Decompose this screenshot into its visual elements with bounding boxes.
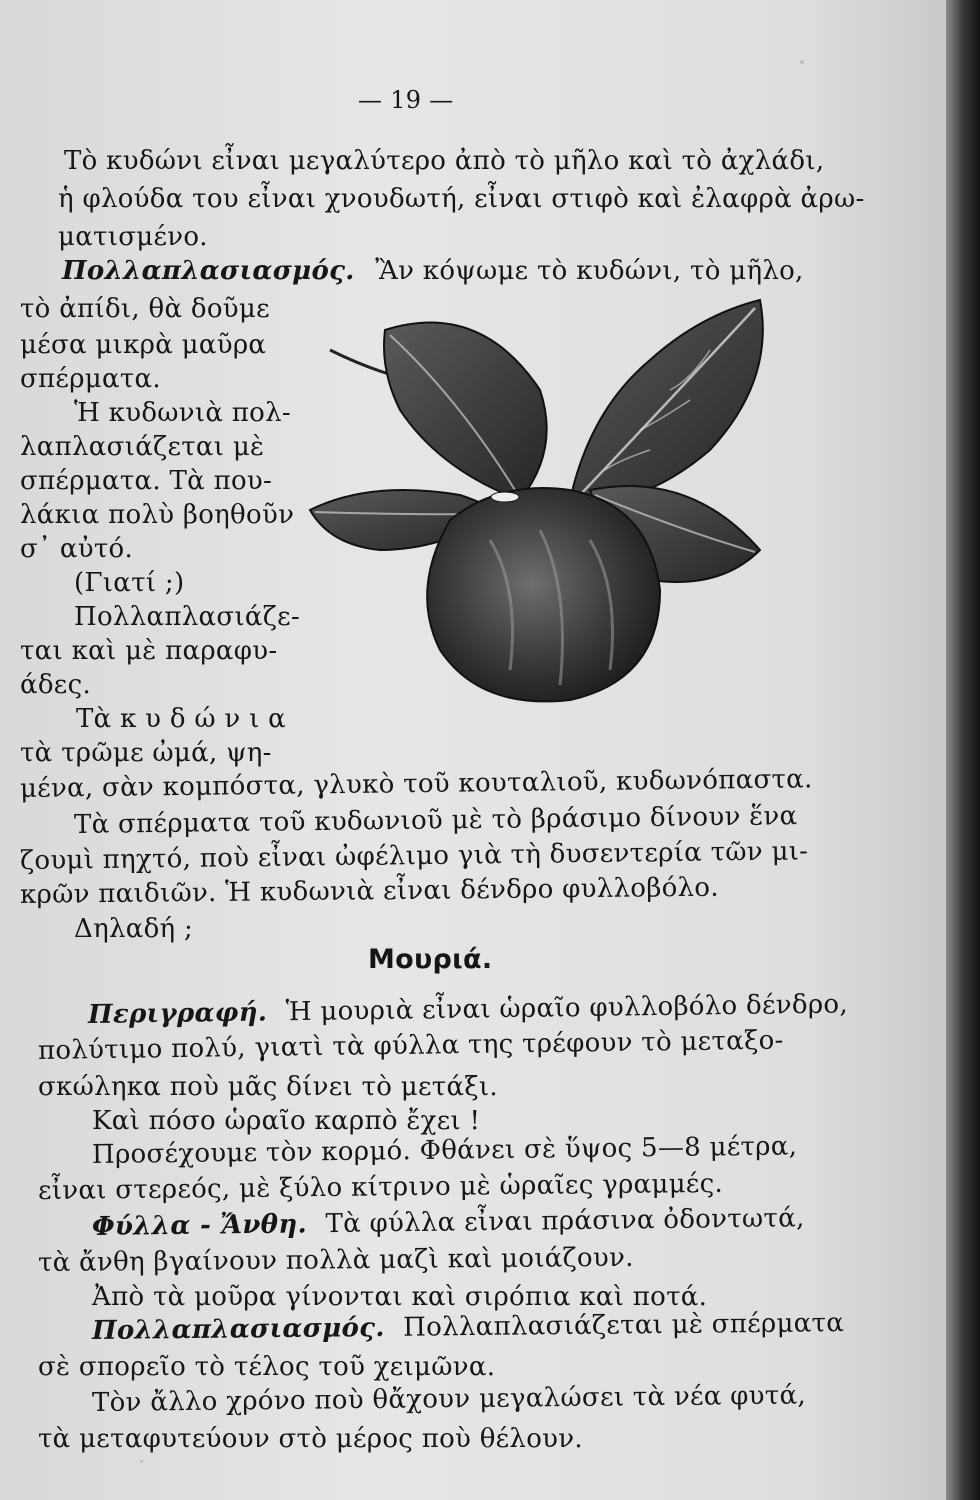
page-number: — 19 —: [358, 86, 454, 114]
section-heading: Περιγραφή.: [87, 997, 268, 1030]
text-line: λαπλασιάζεται μὲ: [20, 432, 265, 462]
text-line: Ἡ κυδωνιὰ πολ-: [74, 398, 291, 428]
text-span: Τὰ φύλλα εἶναι πράσινα ὀδοντωτά,: [325, 1203, 805, 1240]
text-line: σπέρματα. Τὰ που-: [20, 466, 273, 496]
text-span: Ἡ μουριὰ εἶναι ὡραῖο φυλλοβόλο δένδρο,: [285, 989, 849, 1028]
text-line: κρῶν παιδιῶν. Ἡ κυδωνιὰ εἶναι δένδρο φυλλοβόλο.: [19, 872, 720, 910]
text-line: [62, 256, 804, 286]
text-line: Πολλαπλασιάζε-: [74, 602, 301, 632]
text-line: ἡ φλούδα του εἶναι χνουδωτή, εἶναι στιφὸ καὶ ἐλαφρὰ ἀρω-: [58, 184, 865, 214]
text-line: Δηλαδή ;: [74, 914, 194, 944]
text-line: σὲ σπορεῖο τὸ τέλος τοῦ χειμῶνα.: [38, 1352, 496, 1382]
text-line: ζουμὶ πηχτό, ποὺ εἶναι ὠφέλιμο γιὰ τὴ δυσεντερία τῶν μι-: [19, 836, 809, 876]
text-line: [88, 989, 848, 1030]
text-line: Τὰ σπέρματα τοῦ κυδωνιοῦ μὲ τὸ βράσιμο δίνουν ἕνα: [73, 801, 798, 840]
text-line: σκώληκα ποὺ μᾶς δίνει τὸ μετάξι.: [38, 1072, 498, 1102]
text-span: Ἂν κόψωμε τὸ κυδώνι, τὸ μῆλο,: [375, 256, 804, 286]
text-line: [92, 1203, 805, 1242]
quince-fruit: [427, 488, 660, 701]
text-line: Ἀπὸ τὰ μοῦρα γίνονται καὶ σιρόπια καὶ ποτά.: [92, 1282, 708, 1312]
text-line: σπέρματα.: [20, 364, 161, 394]
text-line: Προσέχουμε τὸν κορμό. Φθάνει σὲ ὕψος 5—8 μέτρα,: [91, 1131, 798, 1170]
text-line: [92, 1308, 844, 1346]
leaf-top-left: [384, 323, 547, 501]
book-spine-shadow: [946, 0, 980, 1500]
quince-illustration: [290, 290, 810, 730]
fruit-calyx: [491, 492, 519, 502]
text-line: εἶναι στερεός, μὲ ξύλο κίτρινο μὲ ὡραῖες γραμμές.: [37, 1168, 724, 1206]
text-line: άδες.: [20, 670, 92, 700]
text-span: Πολλαπλασιάζεται μὲ σπέρματα: [403, 1308, 845, 1343]
section-heading: Φύλλα - Ἄνθη.: [91, 1209, 308, 1242]
text-line: ται καὶ μὲ παραφυ-: [20, 636, 278, 666]
text-line: τὸ ἀπίδι, θὰ δοῦμε: [20, 294, 270, 324]
text-line: Τὸ κυδώνι εἶναι μεγαλύτερο ἀπὸ τὸ μῆλο καὶ τὸ ἀχλάδι,: [64, 146, 825, 176]
paper-speck: [140, 1460, 143, 1463]
text-line: Τὰ κ υ δ ώ ν ι α: [76, 704, 287, 734]
text-line: (Γιατί ;): [74, 568, 185, 598]
text-line: μένα, σὰν κομπόστα, γλυκὸ τοῦ κουταλιοῦ, κυδωνόπαστα.: [19, 764, 813, 804]
paper-speck: [800, 60, 804, 64]
text-line: Τὸν ἄλλο χρόνο ποὺ θἄχουν μεγαλώσει τὰ νέα φυτά,: [91, 1380, 807, 1418]
text-line: Καὶ πόσο ὡραῖο καρπὸ ἔχει !: [92, 1106, 481, 1136]
section-heading: Πολλαπλασιασμός.: [91, 1312, 385, 1346]
text-line: πολύτιμο πολύ, γιατὶ τὰ φύλλα της τρέφουν τὸ μεταξο-: [37, 1025, 784, 1066]
text-line: τὰ μεταφυτεύουν στὸ μέρος ποὺ θέλουν.: [38, 1424, 583, 1454]
text-line: ματισμένο.: [58, 222, 208, 252]
section-heading: Πολλαπλασιασμός.: [62, 256, 355, 286]
text-line: τὰ ἄνθη βγαίνουν πολλὰ μαζὶ καὶ μοιάζουν.: [37, 1242, 634, 1278]
text-line: τὰ τρῶμε ὠμά, ψη-: [20, 738, 272, 768]
text-line: λάκια πολὺ βοηθοῦν: [20, 500, 295, 530]
text-line: μέσα μικρὰ μαῦρα: [20, 330, 267, 360]
text-line: σ᾽ αὐτό.: [20, 534, 134, 564]
section-title: Μουριά.: [368, 944, 493, 975]
